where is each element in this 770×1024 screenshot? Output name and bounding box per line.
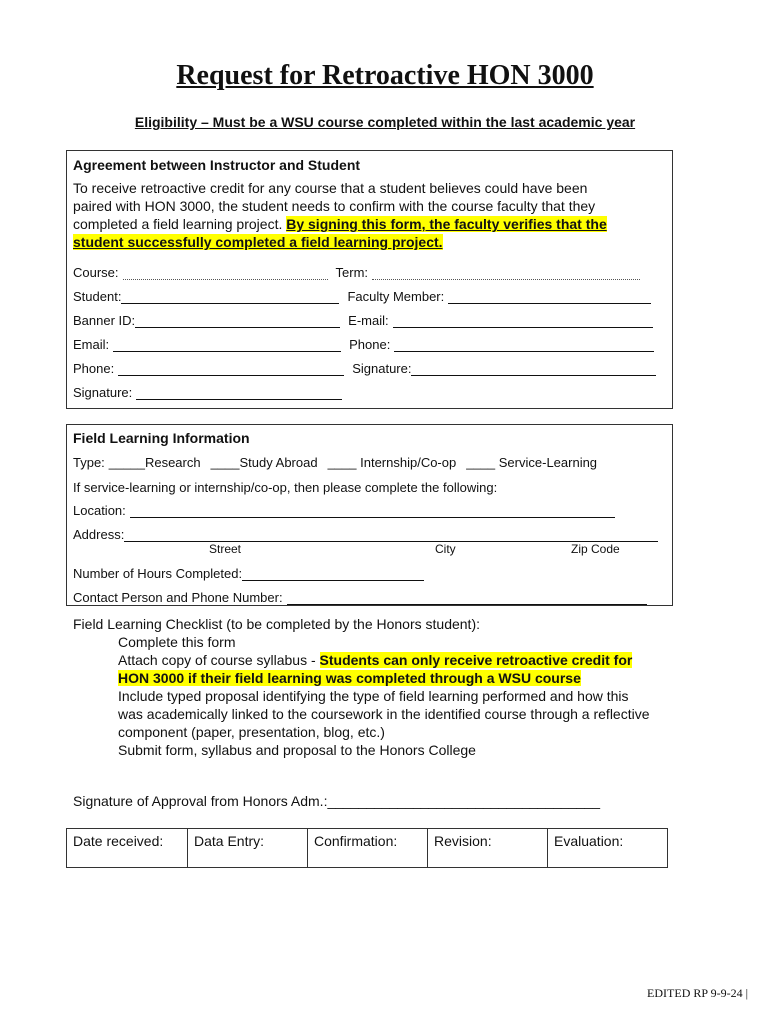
student-signature-field[interactable] [136, 387, 342, 400]
type-internship-option[interactable]: ____ Internship/Co-op [327, 455, 457, 470]
faculty-member-field[interactable] [448, 291, 651, 304]
paragraph-line: paired with HON 3000, the student needs to confirm with the course faculty that they [73, 198, 596, 214]
type-label: Type: [73, 455, 105, 470]
address-label: Address: [73, 527, 125, 542]
street-caption: Street [209, 542, 242, 556]
student-label: Student: [73, 289, 122, 304]
student-email-field[interactable] [113, 339, 341, 352]
term-field[interactable] [372, 267, 640, 280]
zip-caption: Zip Code [571, 542, 620, 556]
course-field[interactable] [123, 267, 328, 280]
checklist-item: Include typed proposal identifying the type of field learning performed and how this [118, 688, 629, 704]
date-received-cell[interactable]: Date received: [66, 828, 188, 868]
location-row [73, 503, 668, 518]
course-label: Course: [73, 265, 119, 280]
city-caption: City [435, 542, 456, 556]
student-field[interactable] [121, 291, 339, 304]
office-use-table [66, 828, 667, 868]
checklist-section [73, 615, 713, 759]
faculty-phone-label: Phone: [349, 337, 391, 352]
contact-row [73, 590, 668, 605]
paragraph-line: To receive retroactive credit for any course that a student believes could have been [73, 180, 588, 196]
type-row [73, 455, 668, 470]
paragraph-line [73, 215, 668, 233]
data-entry-cell[interactable]: Data Entry: [187, 828, 308, 868]
student-phone-label: Phone: [73, 361, 115, 376]
contact-field[interactable] [287, 592, 647, 605]
highlighted-text: HON 3000 if their field learning was completed through a WSU course [118, 670, 581, 686]
agreement-heading: Agreement between Instructor and Student [73, 157, 361, 173]
highlighted-text: Students can only receive retroactive credit for [319, 652, 633, 668]
page-title: Request for Retroactive HON 3000 [176, 60, 594, 91]
agreement-paragraph [73, 179, 668, 251]
paragraph-line [73, 233, 668, 251]
checklist-heading: Field Learning Checklist (to be completed by the Honors student): [73, 616, 480, 632]
email-phone-row [73, 337, 668, 352]
student-signature-label: Signature: [73, 385, 133, 400]
checklist-item-continued: was academically linked to the coursework in the identified course through a reflective [118, 706, 650, 722]
student-row [73, 289, 668, 304]
location-field[interactable] [130, 505, 615, 518]
email-field[interactable] [393, 315, 653, 328]
banner-id-field[interactable] [135, 315, 340, 328]
confirmation-cell[interactable]: Confirmation: [307, 828, 428, 868]
highlighted-text: student successfully completed a field learning project. [73, 234, 443, 250]
instruction-row [73, 480, 497, 495]
student-phone-field[interactable] [118, 363, 344, 376]
paragraph-text: completed a field learning project. [73, 216, 287, 232]
type-study-abroad-option[interactable]: ____Study Abroad [210, 455, 318, 470]
hours-row [73, 566, 424, 581]
faculty-signature-label: Signature: [352, 361, 412, 376]
checklist-item [118, 651, 713, 669]
faculty-signature-field[interactable] [411, 363, 656, 376]
email-label: E-mail: [348, 313, 389, 328]
student-signature-row [73, 385, 668, 400]
faculty-phone-field[interactable] [394, 339, 654, 352]
location-label: Location: [73, 503, 126, 518]
course-row [73, 265, 668, 280]
checklist-item-continued [118, 669, 713, 687]
checklist-item: Submit form, syllabus and proposal to the Honors College [118, 742, 476, 758]
field-learning-heading: Field Learning Information [73, 430, 250, 446]
approval-signature-line[interactable]: Signature of Approval from Honors Adm.:___________________________________ [73, 793, 600, 809]
edit-footer: EDITED RP 9-9-24 | [647, 986, 748, 1000]
term-label: Term: [335, 265, 369, 280]
checklist-item: Complete this form [118, 634, 236, 650]
field-learning-section [66, 424, 673, 606]
address-field[interactable] [124, 529, 658, 542]
faculty-member-label: Faculty Member: [347, 289, 445, 304]
service-instruction: If service-learning or internship/co-op, then please complete the following: [73, 480, 498, 495]
highlighted-text: By signing this form, the faculty verifies that the [286, 216, 607, 232]
student-email-label: Email: [73, 337, 110, 352]
evaluation-cell[interactable]: Evaluation: [547, 828, 668, 868]
hours-label: Number of Hours Completed: [73, 566, 243, 581]
phone-signature-row [73, 361, 668, 376]
type-service-learning-option[interactable]: ____ Service-Learning [466, 455, 598, 470]
address-row [73, 527, 668, 542]
agreement-section [66, 150, 673, 409]
contact-label: Contact Person and Phone Number: [73, 590, 283, 605]
revision-cell[interactable]: Revision: [427, 828, 548, 868]
hours-field[interactable] [242, 568, 424, 581]
checklist-item-continued: component (paper, presentation, blog, etc.) [118, 724, 385, 740]
banner-id-label: Banner ID: [73, 313, 136, 328]
eligibility-note: Eligibility – Must be a WSU course completed within the last academic year [134, 114, 636, 130]
type-research-option[interactable]: _____Research [108, 455, 201, 470]
checklist-items [73, 633, 713, 759]
banner-row [73, 313, 668, 328]
checklist-text: Attach copy of course syllabus - [118, 652, 320, 668]
